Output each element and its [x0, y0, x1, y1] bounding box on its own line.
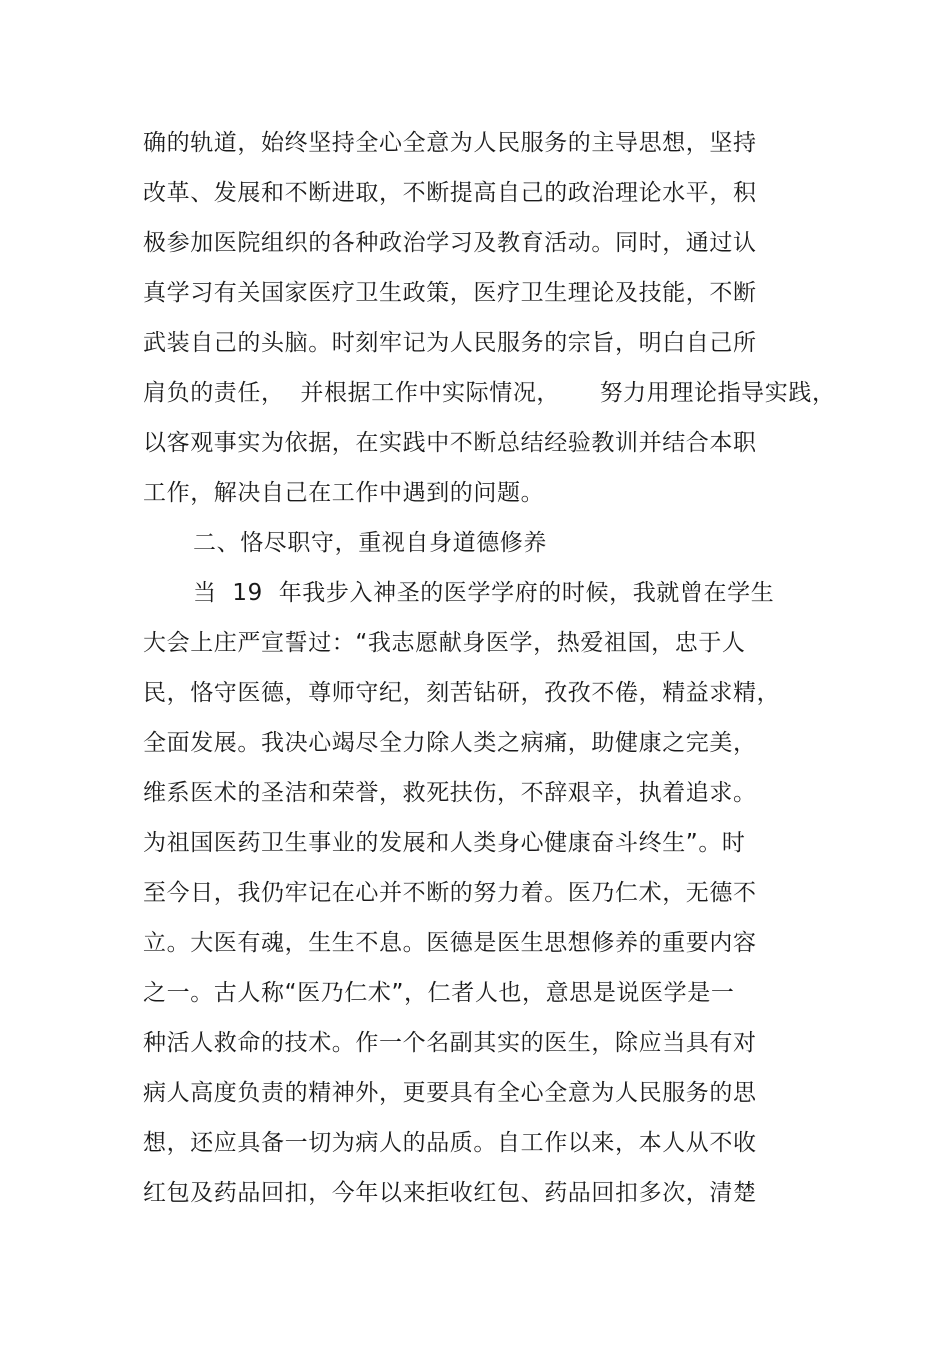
text-line: 武装自己的头脑。时刻牢记为人民服务的宗旨，明白自己所 — [143, 330, 757, 356]
text-line: 极参加医院组织的各种政治学习及教育活动。同时，通过认 — [143, 230, 757, 256]
text-line: 以客观事实为依据，在实践中不断总结经验教训并结合本职 — [143, 430, 757, 456]
text-line: 全面发展。我决心竭尽全力除人类之病痛，助健康之完美， — [143, 730, 757, 756]
text-line: 工作，解决自己在工作中遇到的问题。 — [143, 480, 545, 506]
text-line: 改革、发展和不断进取，不断提高自己的政治理论水平，积 — [143, 180, 757, 206]
text-line: 病人高度负责的精神外，更要具有全心全意为人民服务的思 — [143, 1080, 757, 1106]
text-line: 为祖国医药卫生事业的发展和人类身心健康奋斗终生”。时 — [143, 830, 746, 856]
text-line: 肩负的责任， 并根据工作中实际情况， 努力用理论指导实践， — [143, 380, 836, 406]
text-line: 红包及药品回扣，今年以来拒收红包、药品回扣多次，清楚 — [143, 1180, 757, 1206]
text-line: 真学习有关国家医疗卫生政策，医疗卫生理论及技能，不断 — [143, 280, 757, 306]
text-line: 之一。古人称“医乃仁术”，仁者人也，意思是说医学是一 — [143, 980, 735, 1006]
paragraph-first-line: 当 19 年我步入神圣的医学学府的时候，我就曾在学生 — [193, 580, 775, 606]
text-line: 确的轨道，始终坚持全心全意为人民服务的主导思想，坚持 — [143, 130, 757, 156]
text-line: 维系医术的圣洁和荣誉，救死扶伤，不辞艰辛，执着追求。 — [143, 780, 757, 806]
text-line: 想，还应具备一切为病人的品质。自工作以来，本人从不收 — [143, 1130, 757, 1156]
text-line: 至今日，我仍牢记在心并不断的努力着。医乃仁术，无德不 — [143, 880, 757, 906]
text-line: 大会上庄严宣誓过：“我志愿献身医学，热爱祖国，忠于人 — [143, 630, 746, 656]
section-heading: 二、恪尽职守，重视自身道德修养 — [193, 530, 547, 556]
text-line: 民，恪守医德，尊师守纪，刻苦钻研，孜孜不倦，精益求精， — [143, 680, 781, 706]
text-line: 立。大医有魂，生生不息。医德是医生思想修养的重要内容 — [143, 930, 757, 956]
text-line: 种活人救命的技术。作一个名副其实的医生，除应当具有对 — [143, 1030, 757, 1056]
